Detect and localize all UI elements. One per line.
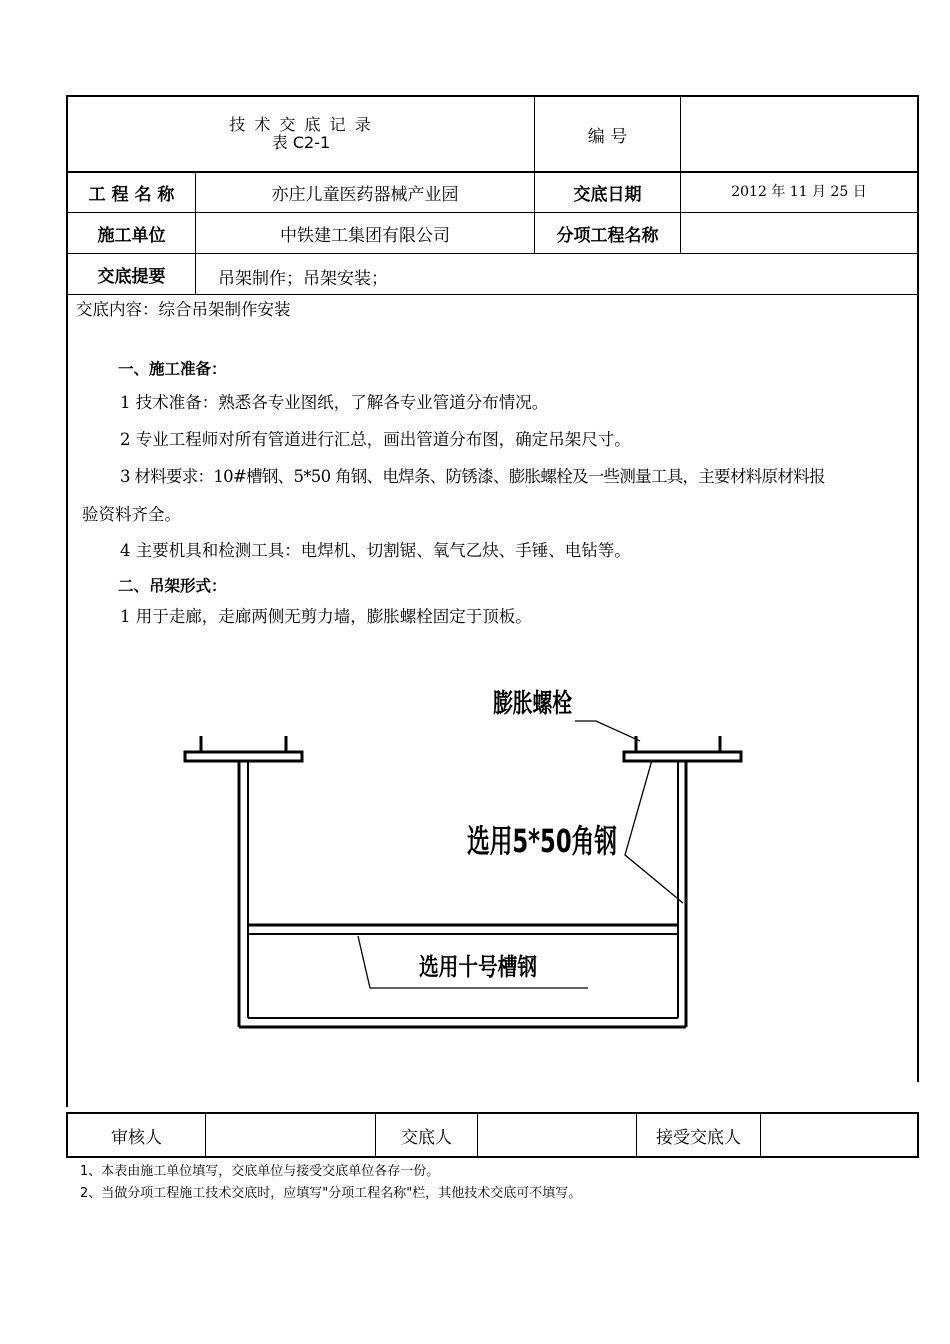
document-title: 技 术 交 底 记 录 — [229, 115, 373, 134]
section1-title: 一、施工准备： — [118, 360, 227, 378]
footnote-2: 2、当做分项工程施工技术交底时，应填写"分项工程名称"栏，其他技术交底可不填写。 — [80, 1186, 582, 1201]
summary-label: 交底提要 — [97, 266, 166, 287]
footnote-1: 1、本表由施工单位填写，交底单位与接受交底单位各存一份。 — [80, 1164, 440, 1179]
contractor-label: 施工单位 — [97, 225, 166, 246]
item-hanger-use: 1 用于走廊，走廊两侧无剪力墙，膨胀螺栓固定于顶板。 — [120, 607, 532, 626]
label-angle-steel: 选用5*50角钢 — [467, 822, 617, 860]
receiver-signature[interactable] — [761, 1114, 917, 1156]
project-name-label: 工 程 名 称 — [88, 185, 175, 205]
left-top-plate — [185, 752, 302, 761]
item-tech-prep: 1 技术准备：熟悉各专业图纸，了解各专业管道分布情况。 — [120, 393, 549, 412]
right-top-plate — [624, 752, 741, 761]
bolt-leader-line — [575, 721, 640, 741]
contractor-value[interactable]: 中铁建工集团有限公司 — [280, 225, 450, 246]
angle-leader-line — [625, 760, 683, 903]
label-expansion-bolt: 膨胀螺栓 — [493, 689, 572, 719]
project-name-value[interactable]: 亦庄儿童医药器械产业园 — [271, 185, 459, 205]
summary-value[interactable]: 吊架制作；吊架安装； — [218, 269, 388, 289]
receiver-label: 接受交底人 — [656, 1127, 741, 1148]
form-number: 表 C2-1 — [271, 133, 331, 152]
item-materials-cont: 验资料齐全。 — [82, 505, 181, 524]
label-channel-steel: 选用十号槽钢 — [419, 953, 537, 981]
subitem-label: 分项工程名称 — [556, 225, 659, 246]
discloser-signature[interactable] — [478, 1114, 636, 1156]
reviewer-signature[interactable] — [206, 1114, 375, 1156]
item-tools: 4 主要机具和检测工具：电焊机、切割锯、氧气乙炔、手锤、电钻等。 — [120, 541, 631, 560]
date-value[interactable]: 2012 年 11 月 25 日 — [731, 184, 867, 200]
section2-title: 二、吊架形式： — [118, 577, 227, 595]
reviewer-label: 审核人 — [111, 1127, 162, 1148]
discloser-label: 交底人 — [401, 1127, 452, 1148]
content-heading: 交底内容：综合吊架制作安装 — [76, 300, 291, 319]
number-label: 编 号 — [587, 126, 628, 147]
item-materials: 3 材料要求：10#槽钢、5*50 角钢、电焊条、防锈漆、膨胀螺栓及一些测量工具，主要材料原材料报 — [120, 467, 825, 486]
date-label: 交底日期 — [573, 185, 642, 205]
item-engineer: 2 专业工程师对所有管道进行汇总，画出管道分布图，确定吊架尺寸。 — [120, 430, 631, 449]
